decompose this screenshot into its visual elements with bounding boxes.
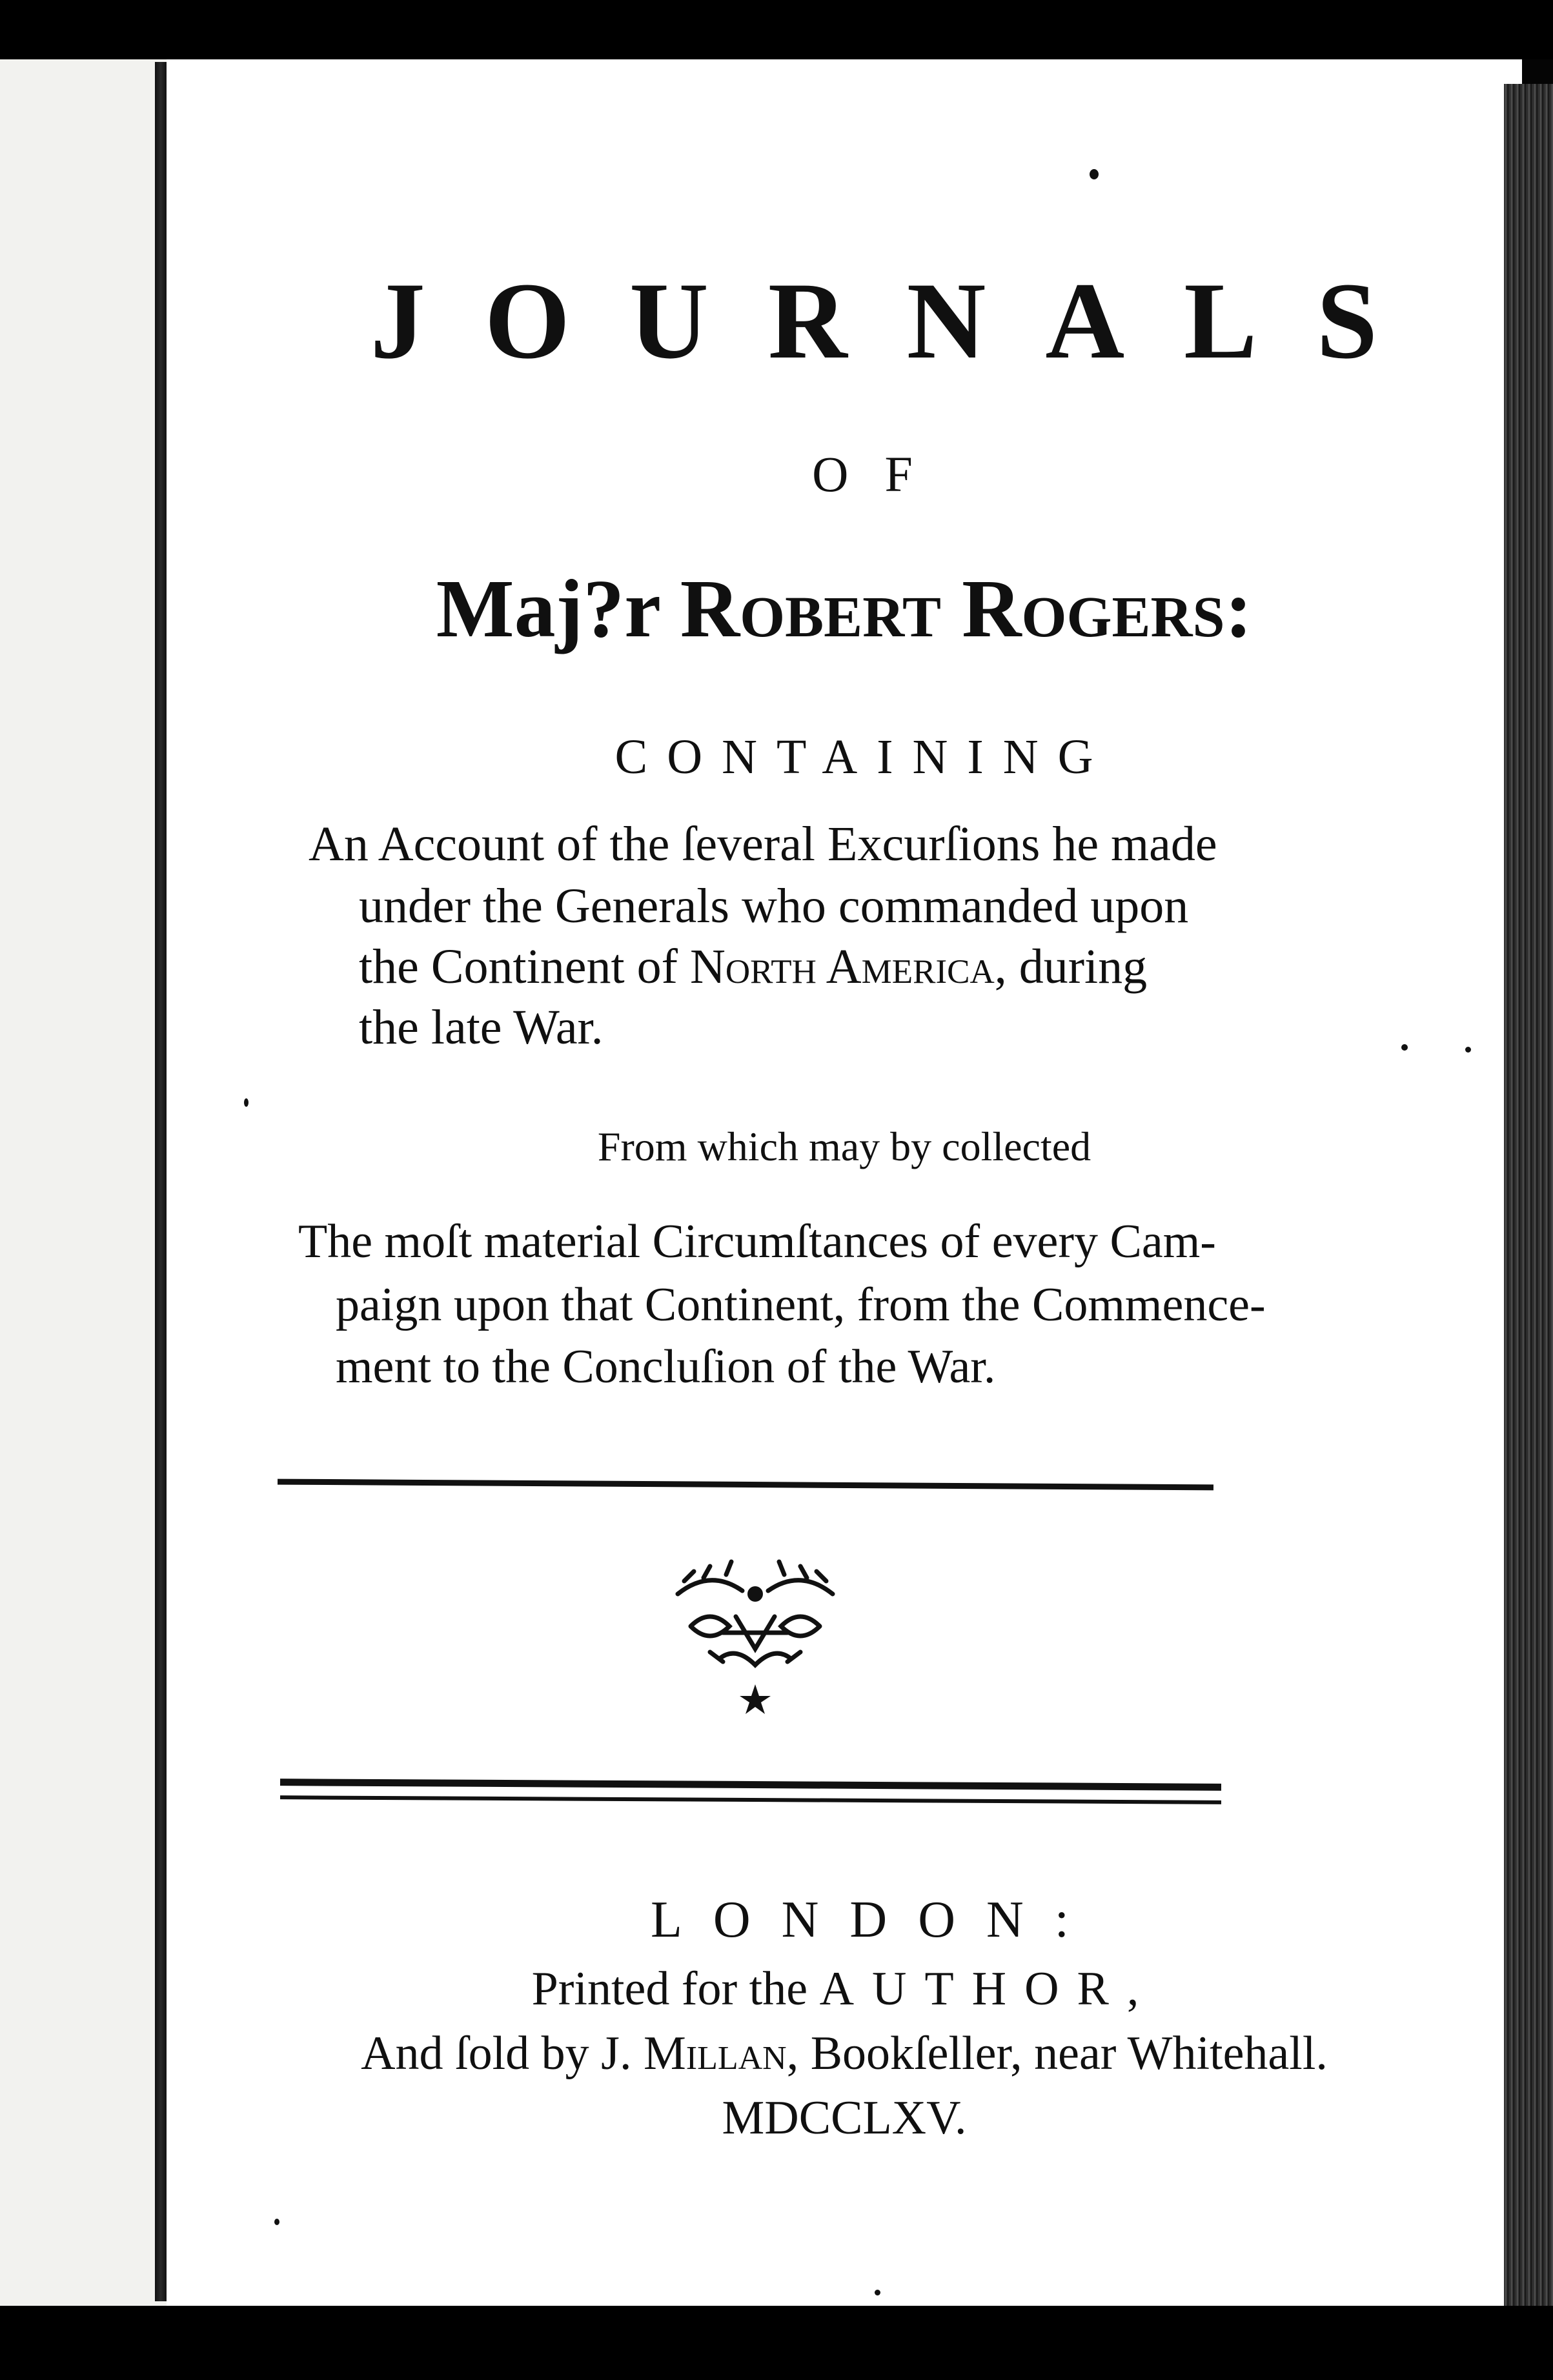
printed-for-author: AUTHOR, [819,1962,1157,2015]
ink-speck [1401,1044,1408,1051]
ink-speck [875,2290,880,2295]
imprint-year: MDCCLXV. [722,2092,967,2144]
scan-border-bottom [0,2306,1553,2380]
author-name: Robert Rogers [680,563,1225,654]
from-line: From which may by collected [597,1124,1091,1169]
sold-by-end: , Bookſeller, near Whitehall. [786,2027,1328,2080]
author-line [167,561,1522,656]
scan-border-top [0,0,1553,59]
account-line-2: under the Generals who commanded upon [359,879,1189,933]
imprint-sold-by [167,2026,1522,2081]
account-line-3-end: , during [994,940,1148,994]
place-name: North America [689,940,995,994]
author-rank: Maj [436,563,584,654]
account-line-3 [359,937,1147,996]
book-title: JOURNALS [370,260,1437,381]
circumstances-line-2: paign upon that Continent, from the Commence- [336,1278,1266,1331]
printers-ornament-icon [665,1555,846,1730]
author-rank-damaged: ?r [583,563,660,654]
book-gutter [155,62,167,2301]
imprint-city: LONDON: [651,1891,1100,1948]
author-punct: : [1224,563,1253,654]
circumstances-line-3: ment to the Concluſion of the War. [336,1340,996,1393]
sold-by-text: And ſold by J. [361,2027,644,2080]
imprint-printed-for [167,1962,1522,2017]
ink-speck [1465,1047,1471,1053]
printed-for-text: Printed for the [531,1962,820,2015]
containing-heading: CONTAINING [614,730,1113,784]
bookseller-name: Millan [643,2027,787,2080]
ink-speck [274,2219,279,2225]
account-line-4: the late War. [359,1000,604,1054]
ink-speck [1090,169,1099,179]
ink-speck [244,1098,249,1107]
account-line-1: An Account of the ſeveral Excurſions he made [309,817,1217,871]
circumstances-line-1: The moſt material Circumſtances of every Cam- [298,1215,1216,1268]
account-line-3-text: the Continent of [359,940,690,994]
title-connector: OF [812,446,949,502]
